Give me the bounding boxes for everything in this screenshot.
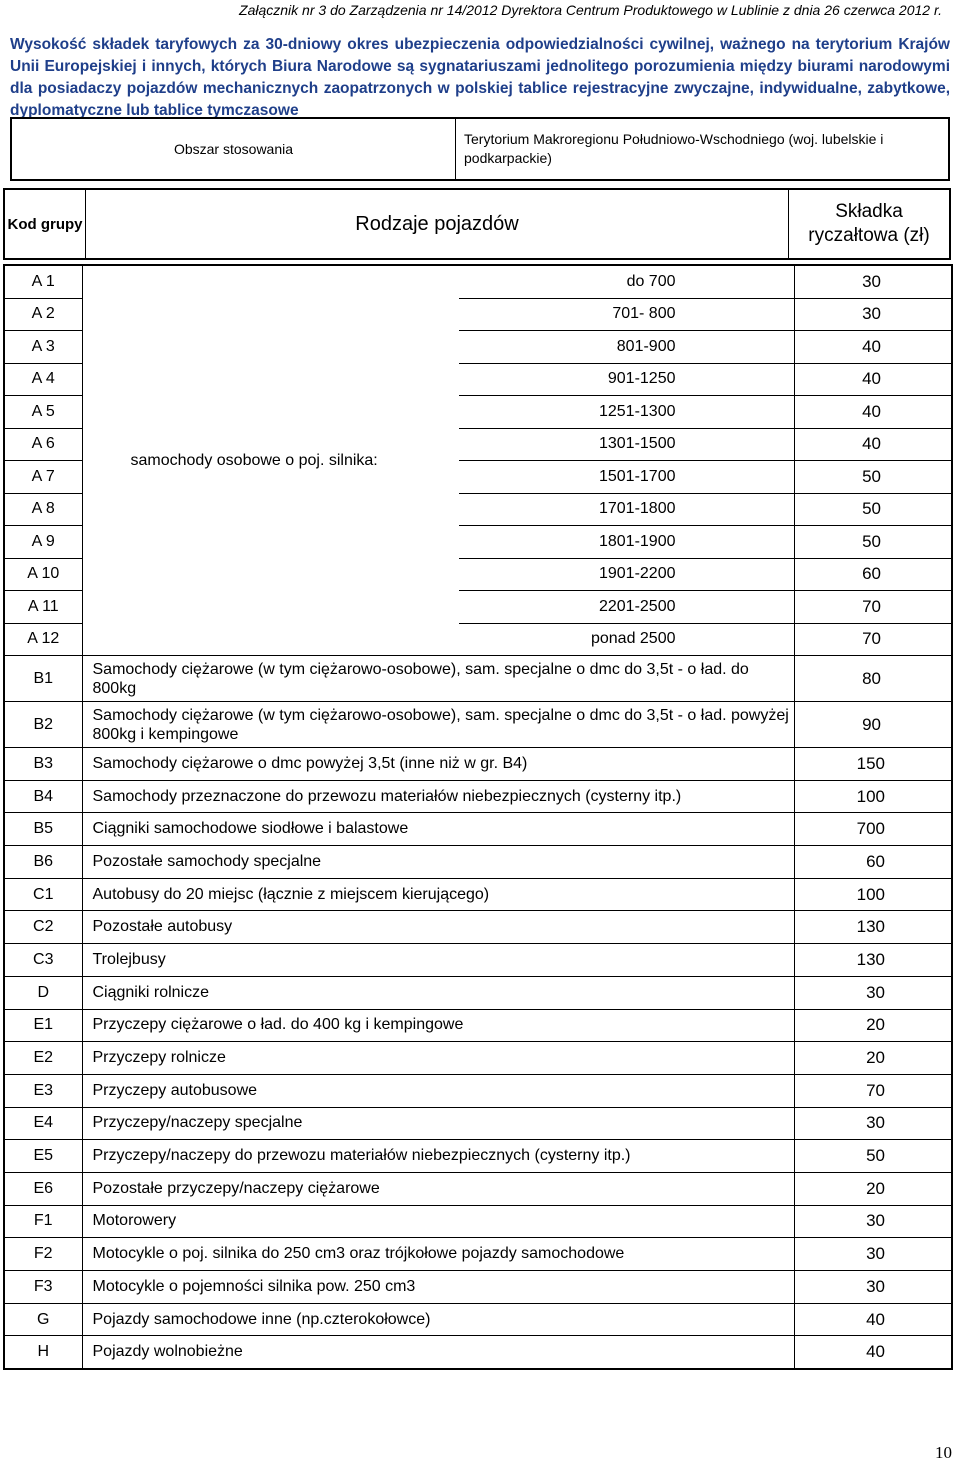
price-value: 60 — [794, 846, 952, 879]
price-value: 30 — [794, 1107, 952, 1140]
group-code: A 6 — [4, 428, 82, 461]
group-code: E5 — [4, 1140, 82, 1173]
group-code: B2 — [4, 702, 82, 748]
price-value: 40 — [794, 396, 952, 429]
table-row — [4, 911, 952, 944]
page-header: Załącznik nr 3 do Zarządzenia nr 14/2012 Dyrektora Centrum Produktowego w Lublinie z dnia 26 czerwca 2012 r. — [239, 2, 942, 18]
price-value: 130 — [794, 911, 952, 944]
table-row — [4, 1140, 952, 1173]
price-value: 80 — [794, 656, 952, 702]
table-row — [4, 1074, 952, 1107]
price-value: 50 — [794, 461, 952, 494]
header-price: Składka ryczałtowa (zł) — [789, 189, 951, 259]
group-code: E6 — [4, 1172, 82, 1205]
vehicle-description: Autobusy do 20 miejsc (łącznie z miejscem kierującego) — [82, 878, 794, 911]
table-row — [4, 1271, 952, 1304]
group-code: C2 — [4, 911, 82, 944]
group-code: B5 — [4, 813, 82, 846]
price-value: 40 — [794, 331, 952, 364]
price-value: 150 — [794, 748, 952, 781]
table-row — [4, 1172, 952, 1205]
engine-range: 701- 800 — [459, 298, 794, 331]
vehicle-description: Ciągniki rolnicze — [82, 976, 794, 1009]
group-code: E4 — [4, 1107, 82, 1140]
engine-range: do 700 — [459, 265, 794, 298]
engine-range: 1301-1500 — [459, 428, 794, 461]
group-code: A 9 — [4, 526, 82, 559]
group-code: F1 — [4, 1205, 82, 1238]
engine-range: 2201-2500 — [459, 591, 794, 624]
price-value: 130 — [794, 944, 952, 977]
price-value: 30 — [794, 976, 952, 1009]
price-value: 40 — [794, 363, 952, 396]
table-row — [4, 748, 952, 781]
group-code: E2 — [4, 1042, 82, 1075]
price-value: 50 — [794, 1140, 952, 1173]
price-value: 100 — [794, 780, 952, 813]
engine-range: 1901-2200 — [459, 558, 794, 591]
vehicle-description: Pojazdy wolnobieżne — [82, 1336, 794, 1369]
engine-range: 901-1250 — [459, 363, 794, 396]
table-row — [4, 1336, 952, 1369]
price-value: 40 — [794, 428, 952, 461]
area-label: Obszar stosowania — [11, 118, 456, 180]
price-value: 20 — [794, 1042, 952, 1075]
price-value: 700 — [794, 813, 952, 846]
document-title: Wysokość składek taryfowych za 30-dniowy okres ubezpieczenia odpowiedzialności cywilnej, ważnego na terytorium Krajów Unii Europejskiej i innych, których Biura Narodowe są sygnatariuszami jednolitego porozumienia między biurami narodowymi dla posiadaczy pojazdów mechanicznych zaopatrzonych w polskiej tablice rejestracyjne zwyczajne, indywidualne, zabytkowe, dyplomatyczne lub tablice tymczasowe — [10, 36, 950, 119]
price-value: 70 — [794, 1074, 952, 1107]
group-code: D — [4, 976, 82, 1009]
table-row — [4, 1042, 952, 1075]
area-value: Terytorium Makroregionu Południowo-Wschodniego (woj. lubelskie i podkarpackie) — [456, 118, 950, 180]
table-row — [4, 878, 952, 911]
table-row — [4, 1107, 952, 1140]
vehicle-description: Samochody ciężarowe (w tym ciężarowo-osobowe), sam. specjalne o dmc do 3,5t - o ład. do 800kg — [82, 656, 794, 702]
vehicle-description: Pozostałe samochody specjalne — [82, 846, 794, 879]
vehicle-description: Samochody ciężarowe o dmc powyżej 3,5t (inne niż w gr. B4) — [82, 748, 794, 781]
price-value: 30 — [794, 1271, 952, 1304]
engine-range: 1251-1300 — [459, 396, 794, 429]
vehicle-description: Przyczepy rolnicze — [82, 1042, 794, 1075]
price-value: 30 — [794, 1205, 952, 1238]
group-code: A 3 — [4, 331, 82, 364]
table-row — [4, 976, 952, 1009]
table-row — [4, 780, 952, 813]
price-value: 30 — [794, 1238, 952, 1271]
price-value: 30 — [794, 298, 952, 331]
price-value: 70 — [794, 623, 952, 656]
group-code: F2 — [4, 1238, 82, 1271]
vehicle-description: Przyczepy autobusowe — [82, 1074, 794, 1107]
price-value: 70 — [794, 591, 952, 624]
vehicle-description: Motocykle o poj. silnika do 250 cm3 oraz trójkołowe pojazdy samochodowe — [82, 1238, 794, 1271]
group-code: B4 — [4, 780, 82, 813]
group-code: A 4 — [4, 363, 82, 396]
table-row — [4, 702, 952, 748]
table-row — [4, 813, 952, 846]
group-code: E1 — [4, 1009, 82, 1042]
engine-range: 1701-1800 — [459, 493, 794, 526]
table-row — [4, 944, 952, 977]
price-value: 90 — [794, 702, 952, 748]
group-code: A 11 — [4, 591, 82, 624]
engine-range: 1501-1700 — [459, 461, 794, 494]
group-code: C3 — [4, 944, 82, 977]
vehicle-description: Samochody ciężarowe (w tym ciężarowo-osobowe), sam. specjalne o dmc do 3,5t - o ład. powyżej 800kg i kempingowe — [82, 702, 794, 748]
vehicle-type-label: samochody osobowe o poj. silnika: — [82, 265, 459, 656]
vehicle-description: Pozostałe autobusy — [82, 911, 794, 944]
vehicle-description: Motorowery — [82, 1205, 794, 1238]
table-row — [4, 1009, 952, 1042]
group-code: F3 — [4, 1271, 82, 1304]
group-code: B6 — [4, 846, 82, 879]
area-table — [10, 117, 950, 181]
table-row — [4, 1238, 952, 1271]
group-code: A 8 — [4, 493, 82, 526]
table-row — [4, 846, 952, 879]
table-row — [4, 265, 952, 298]
vehicle-description: Motocykle o pojemności silnika pow. 250 cm3 — [82, 1271, 794, 1304]
engine-range: 801-900 — [459, 331, 794, 364]
header-vehicle-type: Rodzaje pojazdów — [86, 189, 789, 259]
price-value: 20 — [794, 1172, 952, 1205]
page-number: 10 — [935, 1443, 952, 1462]
price-value: 50 — [794, 493, 952, 526]
vehicle-description: Samochody przeznaczone do przewozu materiałów niebezpiecznych (cysterny itp.) — [82, 780, 794, 813]
vehicle-description: Przyczepy ciężarowe o ład. do 400 kg i kempingowe — [82, 1009, 794, 1042]
table-row — [4, 656, 952, 702]
price-value: 100 — [794, 878, 952, 911]
group-code: A 7 — [4, 461, 82, 494]
engine-range: ponad 2500 — [459, 623, 794, 656]
vehicle-description: Ciągniki samochodowe siodłowe i balastowe — [82, 813, 794, 846]
price-value: 40 — [794, 1303, 952, 1336]
vehicle-description: Przyczepy/naczepy specjalne — [82, 1107, 794, 1140]
group-code: A 2 — [4, 298, 82, 331]
group-code: H — [4, 1336, 82, 1369]
header-code: Kod grupy — [4, 189, 86, 259]
group-code: A 1 — [4, 265, 82, 298]
vehicle-description: Pojazdy samochodowe inne (np.czterokołowce) — [82, 1303, 794, 1336]
group-code: B3 — [4, 748, 82, 781]
price-value: 50 — [794, 526, 952, 559]
vehicle-description: Przyczepy/naczepy do przewozu materiałów niebezpiecznych (cysterny itp.) — [82, 1140, 794, 1173]
price-value: 60 — [794, 558, 952, 591]
table-row — [4, 1303, 952, 1336]
price-value: 30 — [794, 265, 952, 298]
group-code: A 12 — [4, 623, 82, 656]
group-code: A 5 — [4, 396, 82, 429]
group-code: B1 — [4, 656, 82, 702]
engine-range: 1801-1900 — [459, 526, 794, 559]
price-value: 20 — [794, 1009, 952, 1042]
vehicle-description: Trolejbusy — [82, 944, 794, 977]
table-header — [3, 188, 951, 260]
group-code: G — [4, 1303, 82, 1336]
group-code: E3 — [4, 1074, 82, 1107]
group-code: A 10 — [4, 558, 82, 591]
group-code: C1 — [4, 878, 82, 911]
price-value: 40 — [794, 1336, 952, 1369]
vehicle-description: Pozostałe przyczepy/naczepy ciężarowe — [82, 1172, 794, 1205]
table-row — [4, 1205, 952, 1238]
rates-table — [3, 264, 953, 1370]
